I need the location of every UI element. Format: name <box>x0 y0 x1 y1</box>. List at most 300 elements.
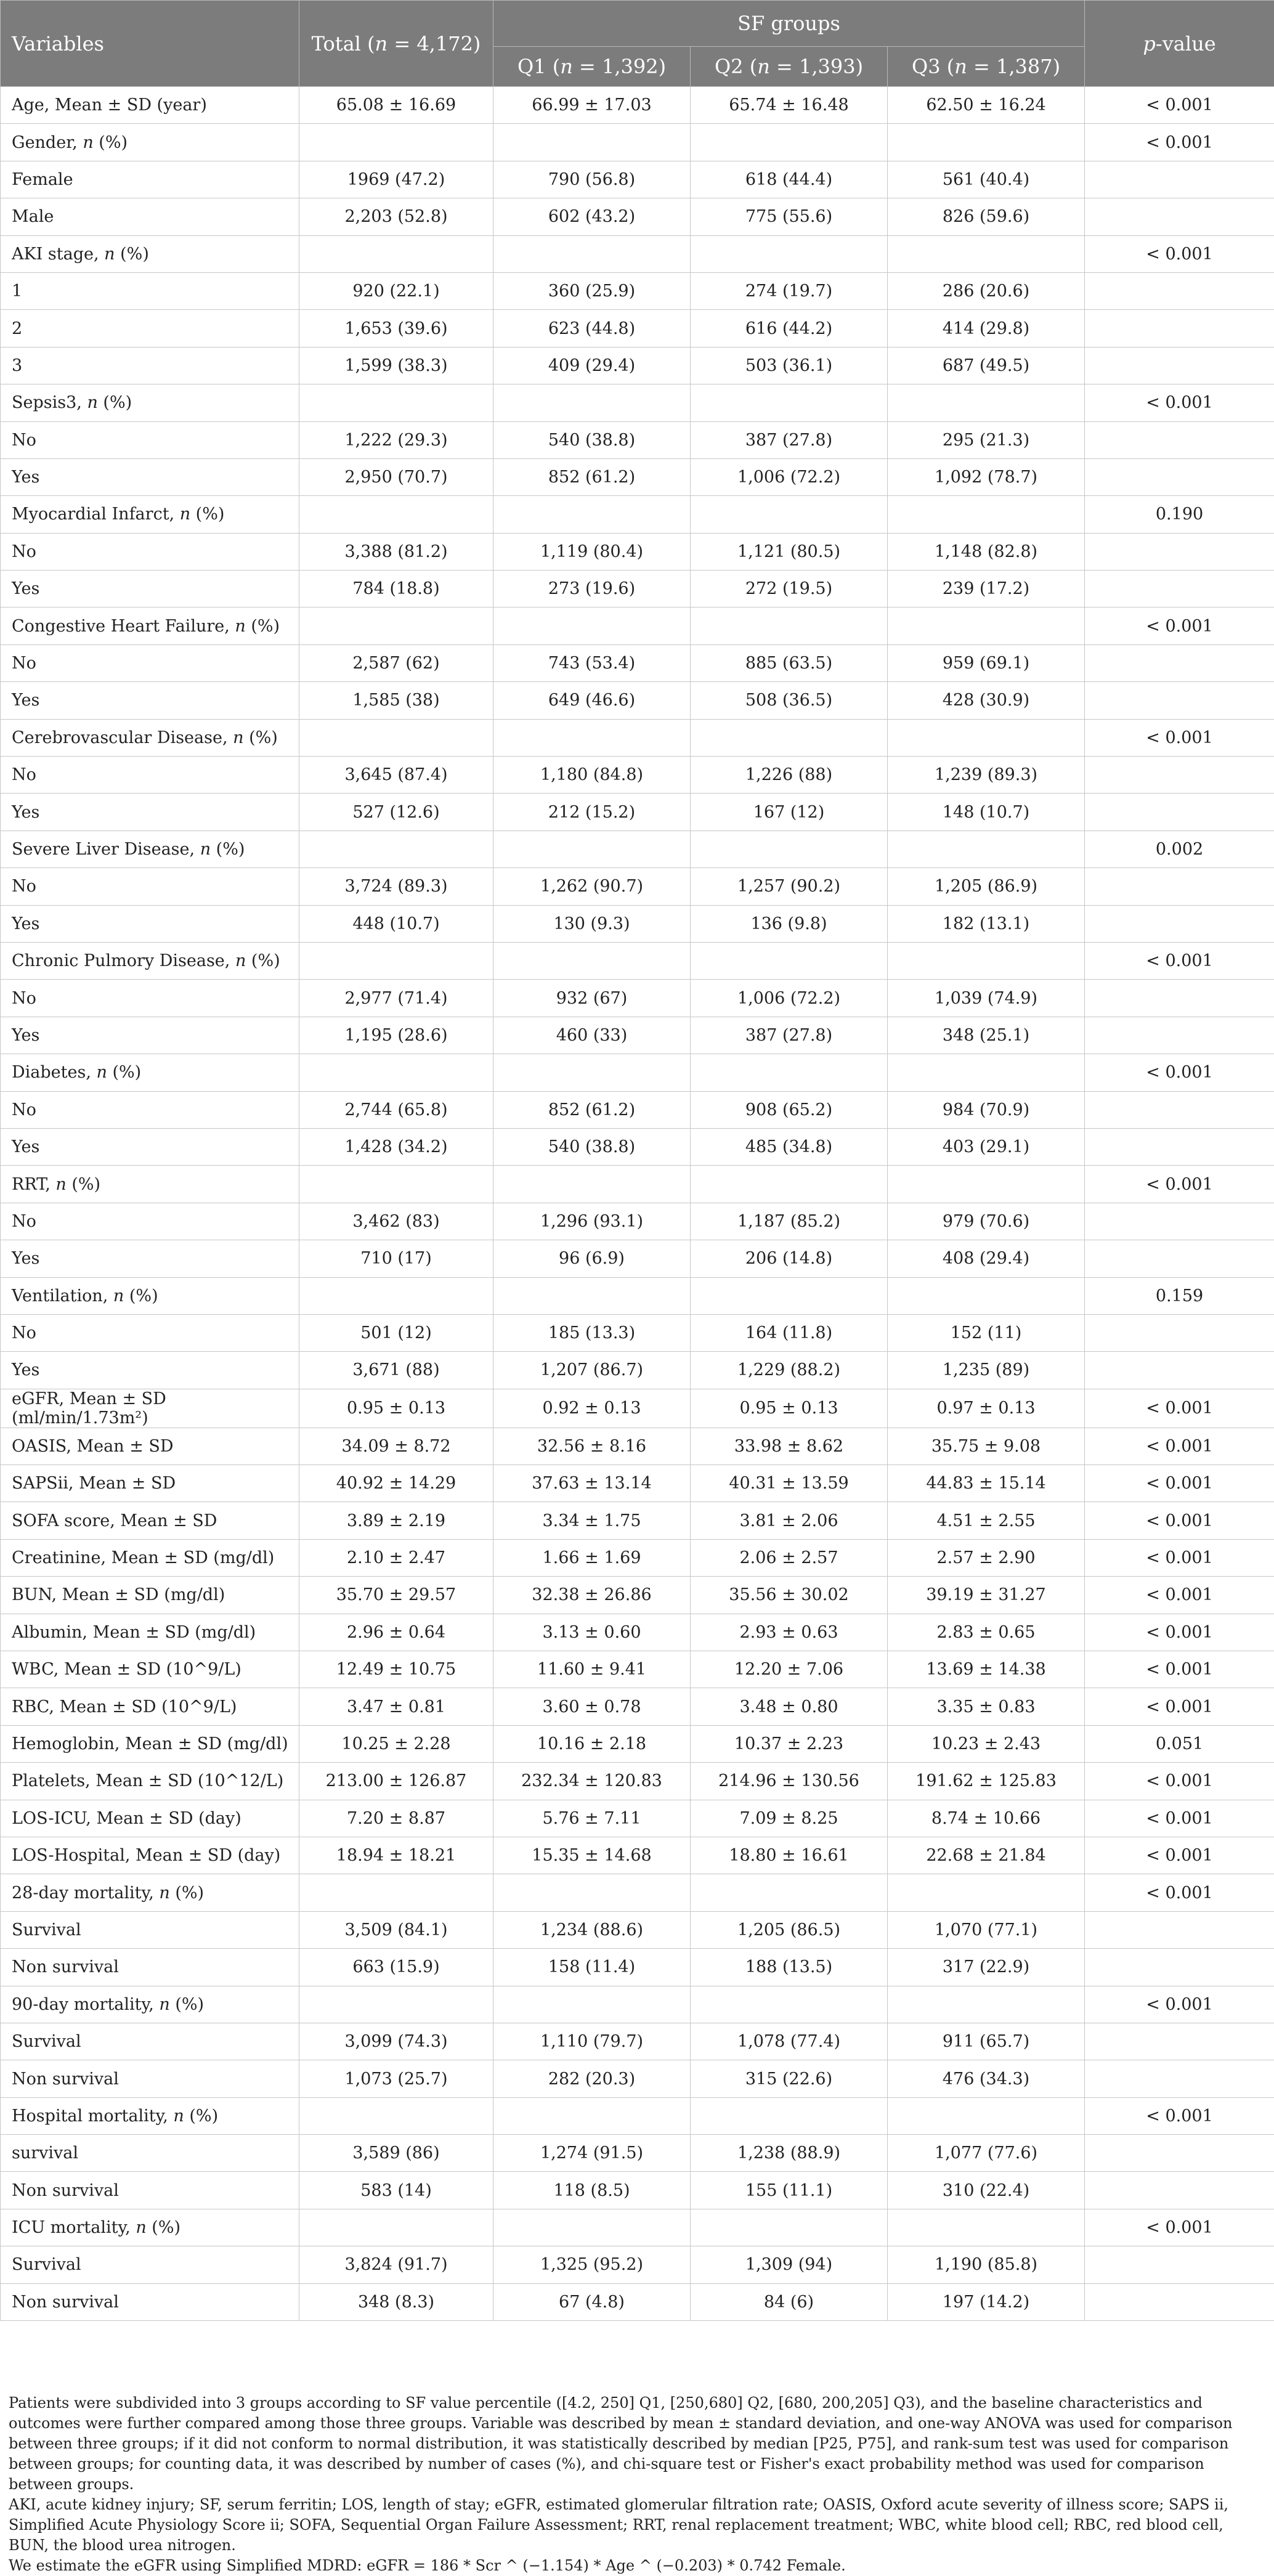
cell-p <box>1085 421 1274 458</box>
cell-q3: 35.75 ± 9.08 <box>888 1428 1085 1465</box>
cell-q1: 602 (43.2) <box>493 198 691 235</box>
cell-total: 1,585 (38) <box>299 682 493 719</box>
table-header <box>1 1 1274 87</box>
cell-p: < 0.001 <box>1085 942 1274 979</box>
cell-q2: 885 (63.5) <box>691 644 888 681</box>
cell-q2: 387 (27.8) <box>691 1017 888 1054</box>
table-row <box>1 1614 1274 1651</box>
cell-total: 3,388 (81.2) <box>299 533 493 570</box>
cell-p: < 0.001 <box>1085 1651 1274 1688</box>
cell-q1: 11.60 ± 9.41 <box>493 1651 691 1688</box>
cell-q2: 3.48 ± 0.80 <box>691 1688 888 1725</box>
cell-p <box>1085 868 1274 905</box>
cell-p: < 0.001 <box>1085 1800 1274 1837</box>
cell-total: 448 (10.7) <box>299 905 493 942</box>
table-row <box>1 1688 1274 1725</box>
cell-var: SAPSii, Mean ± SD <box>1 1465 299 1502</box>
footnote-egfr-formula: We estimate the eGFR using Simplified MDRD: eGFR = 186 * Scr ^ (−1.154) * Age ^ (−0.203) * 0.742 Female. <box>9 2556 1247 2576</box>
cell-var: Creatinine, Mean ± SD (mg/dl) <box>1 1539 299 1576</box>
cell-var: Diabetes, n (%) <box>1 1054 299 1091</box>
cell-var: Survival <box>1 2246 299 2283</box>
cell-p: < 0.001 <box>1085 124 1274 161</box>
cell-var: 3 <box>1 347 299 384</box>
cell-q3: 1,190 (85.8) <box>888 2246 1085 2283</box>
cell-q3 <box>888 384 1085 421</box>
cell-q3: 197 (14.2) <box>888 2283 1085 2320</box>
table-row <box>1 2246 1274 2283</box>
cell-q3: 561 (40.4) <box>888 161 1085 198</box>
table-row <box>1 2135 1274 2172</box>
cell-q2: 508 (36.5) <box>691 682 888 719</box>
cell-q2: 485 (34.8) <box>691 1128 888 1165</box>
cell-q3: 687 (49.5) <box>888 347 1085 384</box>
cell-p <box>1085 794 1274 831</box>
cell-q3: 1,239 (89.3) <box>888 757 1085 794</box>
table-row <box>1 682 1274 719</box>
cell-var: Non survival <box>1 2172 299 2209</box>
cell-p: < 0.001 <box>1085 2097 1274 2134</box>
cell-q2 <box>691 1054 888 1091</box>
table-row <box>1 1651 1274 1688</box>
cell-q1: 3.34 ± 1.75 <box>493 1502 691 1539</box>
cell-q1: 1,325 (95.2) <box>493 2246 691 2283</box>
table-row <box>1 1091 1274 1128</box>
table-row <box>1 571 1274 607</box>
cell-total <box>299 942 493 979</box>
header-total: Total (n = 4,172) <box>299 1 493 87</box>
table-row <box>1 421 1274 458</box>
table-row <box>1 1577 1274 1614</box>
table-row <box>1 868 1274 905</box>
cell-q3 <box>888 496 1085 533</box>
cell-q2 <box>691 235 888 272</box>
table-row <box>1 2097 1274 2134</box>
cell-total: 3,671 (88) <box>299 1352 493 1389</box>
cell-var: 90-day mortality, n (%) <box>1 1986 299 2023</box>
cell-total: 663 (15.9) <box>299 1949 493 1986</box>
cell-q3: 826 (59.6) <box>888 198 1085 235</box>
cell-q2 <box>691 384 888 421</box>
cell-q1 <box>493 719 691 756</box>
cell-q2: 272 (19.5) <box>691 571 888 607</box>
cell-q1: 37.63 ± 13.14 <box>493 1465 691 1502</box>
cell-var: Non survival <box>1 1949 299 1986</box>
cell-q1: 852 (61.2) <box>493 1091 691 1128</box>
table-row <box>1 1054 1274 1091</box>
cell-p <box>1085 1949 1274 1986</box>
cell-q3: 1,092 (78.7) <box>888 458 1085 495</box>
table-row <box>1 533 1274 570</box>
cell-total: 0.95 ± 0.13 <box>299 1389 493 1428</box>
cell-q2: 1,238 (88.9) <box>691 2135 888 2172</box>
cell-total: 3,509 (84.1) <box>299 1911 493 1948</box>
table-row <box>1 719 1274 756</box>
cell-var: 1 <box>1 272 299 309</box>
cell-q1: 360 (25.9) <box>493 272 691 309</box>
cell-var: 28-day mortality, n (%) <box>1 1874 299 1911</box>
table-row <box>1 458 1274 495</box>
cell-p <box>1085 1352 1274 1389</box>
cell-q2: 1,229 (88.2) <box>691 1352 888 1389</box>
cell-p <box>1085 347 1274 384</box>
cell-p <box>1085 905 1274 942</box>
cell-q3 <box>888 1986 1085 2023</box>
cell-var: No <box>1 1203 299 1240</box>
table-row <box>1 384 1274 421</box>
cell-var: No <box>1 533 299 570</box>
table-row <box>1 198 1274 235</box>
table-row <box>1 235 1274 272</box>
cell-total: 3,099 (74.3) <box>299 2023 493 2060</box>
table-row <box>1 1539 1274 1576</box>
cell-q2: 40.31 ± 13.59 <box>691 1465 888 1502</box>
cell-q3: 295 (21.3) <box>888 421 1085 458</box>
cell-q2: 616 (44.2) <box>691 310 888 347</box>
cell-var: Hospital mortality, n (%) <box>1 2097 299 2134</box>
cell-q1: 3.60 ± 0.78 <box>493 1688 691 1725</box>
cell-var: Platelets, Mean ± SD (10^12/L) <box>1 1763 299 1800</box>
table-row <box>1 1240 1274 1277</box>
cell-var: BUN, Mean ± SD (mg/dl) <box>1 1577 299 1614</box>
cell-q1 <box>493 1166 691 1203</box>
cell-q2: 775 (55.6) <box>691 198 888 235</box>
cell-var: Survival <box>1 1911 299 1948</box>
cell-q2: 10.37 ± 2.23 <box>691 1725 888 1762</box>
cell-q2: 0.95 ± 0.13 <box>691 1389 888 1428</box>
cell-total: 12.49 ± 10.75 <box>299 1651 493 1688</box>
cell-q1: 1,262 (90.7) <box>493 868 691 905</box>
cell-var: Sepsis3, n (%) <box>1 384 299 421</box>
cell-p <box>1085 644 1274 681</box>
cell-p: < 0.001 <box>1085 719 1274 756</box>
table-row <box>1 1986 1274 2023</box>
cell-q1 <box>493 831 691 867</box>
cell-var: Yes <box>1 1352 299 1389</box>
footnote-abbreviations: AKI, acute kidney injury; SF, serum ferritin; LOS, length of stay; eGFR, estimated glomerular filtration rate; OASIS, Oxford acute severity of illness score; SAPS ii, Simplified Acute Physiology Score ii; SOFA, Sequential Organ Failure Assessment; RRT, renal replacement treatment; WBC, white blood cell; RBC, red blood cell, BUN, the blood urea nitrogen. <box>9 2495 1247 2556</box>
table-row <box>1 87 1274 124</box>
cell-q1: 649 (46.6) <box>493 682 691 719</box>
cell-q2: 164 (11.8) <box>691 1314 888 1351</box>
cell-total <box>299 1874 493 1911</box>
cell-total: 1,073 (25.7) <box>299 2060 493 2097</box>
cell-q2: 274 (19.7) <box>691 272 888 309</box>
cell-q1 <box>493 607 691 644</box>
cell-q1: 158 (11.4) <box>493 1949 691 1986</box>
cell-total: 2,744 (65.8) <box>299 1091 493 1128</box>
cell-q2 <box>691 1874 888 1911</box>
cell-q2: 7.09 ± 8.25 <box>691 1800 888 1837</box>
cell-p: < 0.001 <box>1085 235 1274 272</box>
cell-q2: 1,205 (86.5) <box>691 1911 888 1948</box>
header-q3: Q3 (n = 1,387) <box>888 47 1085 87</box>
cell-q3: 317 (22.9) <box>888 1949 1085 1986</box>
table-row <box>1 496 1274 533</box>
cell-q2: 188 (13.5) <box>691 1949 888 1986</box>
cell-total: 583 (14) <box>299 2172 493 2209</box>
cell-var: RBC, Mean ± SD (10^9/L) <box>1 1688 299 1725</box>
cell-p: < 0.001 <box>1085 1054 1274 1091</box>
cell-total: 3,824 (91.7) <box>299 2246 493 2283</box>
cell-var: LOS-ICU, Mean ± SD (day) <box>1 1800 299 1837</box>
cell-q2: 18.80 ± 16.61 <box>691 1837 888 1874</box>
table-footnotes <box>0 2389 1257 2576</box>
table-row <box>1 1502 1274 1539</box>
cell-q1: 1,274 (91.5) <box>493 2135 691 2172</box>
cell-p <box>1085 1128 1274 1165</box>
cell-total: 34.09 ± 8.72 <box>299 1428 493 1465</box>
cell-q3: 286 (20.6) <box>888 272 1085 309</box>
table-row <box>1 347 1274 384</box>
cell-q1: 1.66 ± 1.69 <box>493 1539 691 1576</box>
cell-q1: 10.16 ± 2.18 <box>493 1725 691 1762</box>
cell-total: 1,428 (34.2) <box>299 1128 493 1165</box>
cell-total: 3.47 ± 0.81 <box>299 1688 493 1725</box>
cell-q3: 1,039 (74.9) <box>888 980 1085 1017</box>
cell-q2 <box>691 1277 888 1314</box>
cell-var: No <box>1 644 299 681</box>
table-row <box>1 607 1274 644</box>
cell-q3 <box>888 1054 1085 1091</box>
cell-q1: 852 (61.2) <box>493 458 691 495</box>
table-row <box>1 1428 1274 1465</box>
cell-q1: 790 (56.8) <box>493 161 691 198</box>
cell-p: < 0.001 <box>1085 1763 1274 1800</box>
cell-q2 <box>691 2097 888 2134</box>
cell-q3: 1,148 (82.8) <box>888 533 1085 570</box>
cell-q2: 618 (44.4) <box>691 161 888 198</box>
cell-total <box>299 2209 493 2246</box>
cell-var: Gender, n (%) <box>1 124 299 161</box>
cell-var: Albumin, Mean ± SD (mg/dl) <box>1 1614 299 1651</box>
cell-total <box>299 384 493 421</box>
cell-p <box>1085 1314 1274 1351</box>
cell-p <box>1085 1091 1274 1128</box>
cell-q1: 273 (19.6) <box>493 571 691 607</box>
cell-var: eGFR, Mean ± SD (ml/min/1.73m²) <box>1 1389 299 1428</box>
cell-var: Cerebrovascular Disease, n (%) <box>1 719 299 756</box>
cell-q3: 3.35 ± 0.83 <box>888 1688 1085 1725</box>
cell-q2 <box>691 1166 888 1203</box>
table-row <box>1 2172 1274 2209</box>
cell-p: < 0.001 <box>1085 1837 1274 1874</box>
cell-total: 1,222 (29.3) <box>299 421 493 458</box>
cell-p: < 0.001 <box>1085 1577 1274 1614</box>
cell-q3: 1,235 (89) <box>888 1352 1085 1389</box>
cell-total: 3,462 (83) <box>299 1203 493 1240</box>
table-row <box>1 757 1274 794</box>
cell-p: < 0.001 <box>1085 1502 1274 1539</box>
cell-q2: 1,121 (80.5) <box>691 533 888 570</box>
cell-var: Yes <box>1 1017 299 1054</box>
cell-var: Yes <box>1 458 299 495</box>
cell-var: Hemoglobin, Mean ± SD (mg/dl) <box>1 1725 299 1762</box>
cell-total: 213.00 ± 126.87 <box>299 1763 493 1800</box>
cell-q1 <box>493 1986 691 2023</box>
cell-q1: 32.38 ± 26.86 <box>493 1577 691 1614</box>
table-row <box>1 1763 1274 1800</box>
cell-total: 2.96 ± 0.64 <box>299 1614 493 1651</box>
cell-var: No <box>1 421 299 458</box>
cell-q1: 5.76 ± 7.11 <box>493 1800 691 1837</box>
cell-q3 <box>888 607 1085 644</box>
cell-q3: 403 (29.1) <box>888 1128 1085 1165</box>
cell-p <box>1085 2060 1274 2097</box>
table-row <box>1 1128 1274 1165</box>
cell-q3: 1,077 (77.6) <box>888 2135 1085 2172</box>
cell-q3: 2.83 ± 0.65 <box>888 1614 1085 1651</box>
cell-q2: 167 (12) <box>691 794 888 831</box>
cell-q3 <box>888 124 1085 161</box>
cell-var: survival <box>1 2135 299 2172</box>
cell-p: < 0.001 <box>1085 384 1274 421</box>
cell-var: Yes <box>1 905 299 942</box>
cell-p: < 0.001 <box>1085 607 1274 644</box>
cell-q3: 1,205 (86.9) <box>888 868 1085 905</box>
cell-p <box>1085 310 1274 347</box>
cell-q1 <box>493 1874 691 1911</box>
cell-var: Non survival <box>1 2283 299 2320</box>
cell-q1: 409 (29.4) <box>493 347 691 384</box>
cell-q1 <box>493 235 691 272</box>
cell-total: 40.92 ± 14.29 <box>299 1465 493 1502</box>
cell-q2: 206 (14.8) <box>691 1240 888 1277</box>
cell-q2: 35.56 ± 30.02 <box>691 1577 888 1614</box>
cell-var: Congestive Heart Failure, n (%) <box>1 607 299 644</box>
cell-p <box>1085 2023 1274 2060</box>
cell-var: Ventilation, n (%) <box>1 1277 299 1314</box>
cell-q3: 10.23 ± 2.43 <box>888 1725 1085 1762</box>
cell-q3 <box>888 831 1085 867</box>
cell-q3: 476 (34.3) <box>888 2060 1085 2097</box>
cell-q3: 22.68 ± 21.84 <box>888 1837 1085 1874</box>
table-row <box>1 1314 1274 1351</box>
cell-q3: 428 (30.9) <box>888 682 1085 719</box>
cell-var: No <box>1 868 299 905</box>
cell-q3 <box>888 2097 1085 2134</box>
cell-q2 <box>691 1986 888 2023</box>
cell-q3 <box>888 719 1085 756</box>
header-q2: Q2 (n = 1,393) <box>691 47 888 87</box>
cell-q2: 84 (6) <box>691 2283 888 2320</box>
cell-total <box>299 235 493 272</box>
cell-q1: 118 (8.5) <box>493 2172 691 2209</box>
cell-p: < 0.001 <box>1085 87 1274 124</box>
cell-var: 2 <box>1 310 299 347</box>
cell-total: 2,950 (70.7) <box>299 458 493 495</box>
table-row <box>1 1465 1274 1502</box>
cell-total <box>299 719 493 756</box>
cell-var: ICU mortality, n (%) <box>1 2209 299 2246</box>
cell-q3 <box>888 1166 1085 1203</box>
cell-q1: 15.35 ± 14.68 <box>493 1837 691 1874</box>
cell-var: Myocardial Infarct, n (%) <box>1 496 299 533</box>
cell-total: 35.70 ± 29.57 <box>299 1577 493 1614</box>
cell-p: < 0.001 <box>1085 2209 1274 2246</box>
cell-total <box>299 1166 493 1203</box>
cell-total <box>299 1986 493 2023</box>
cell-p: < 0.001 <box>1085 1614 1274 1651</box>
table-row <box>1 1389 1274 1428</box>
cell-q2: 503 (36.1) <box>691 347 888 384</box>
cell-var: AKI stage, n (%) <box>1 235 299 272</box>
cell-q2: 3.81 ± 2.06 <box>691 1502 888 1539</box>
cell-var: RRT, n (%) <box>1 1166 299 1203</box>
cell-total: 2,587 (62) <box>299 644 493 681</box>
header-sf-groups: SF groups <box>493 1 1085 47</box>
cell-total: 1969 (47.2) <box>299 161 493 198</box>
table-row <box>1 1166 1274 1203</box>
cell-total <box>299 2097 493 2134</box>
cell-q1: 66.99 ± 17.03 <box>493 87 691 124</box>
cell-var: Survival <box>1 2023 299 2060</box>
cell-q3: 414 (29.8) <box>888 310 1085 347</box>
cell-q1: 743 (53.4) <box>493 644 691 681</box>
cell-p <box>1085 533 1274 570</box>
cell-var: Yes <box>1 571 299 607</box>
cell-p: < 0.001 <box>1085 1166 1274 1203</box>
table-row <box>1 1949 1274 1986</box>
cell-p <box>1085 757 1274 794</box>
cell-total: 1,599 (38.3) <box>299 347 493 384</box>
table-row <box>1 644 1274 681</box>
cell-q2: 315 (22.6) <box>691 2060 888 2097</box>
cell-total: 1,195 (28.6) <box>299 1017 493 1054</box>
cell-p <box>1085 161 1274 198</box>
cell-q2: 1,006 (72.2) <box>691 980 888 1017</box>
cell-p: < 0.001 <box>1085 1688 1274 1725</box>
cell-q1: 623 (44.8) <box>493 310 691 347</box>
cell-q2: 387 (27.8) <box>691 421 888 458</box>
cell-var: Severe Liver Disease, n (%) <box>1 831 299 867</box>
cell-q2: 1,226 (88) <box>691 757 888 794</box>
header-q1: Q1 (n = 1,392) <box>493 47 691 87</box>
cell-var: LOS-Hospital, Mean ± SD (day) <box>1 1837 299 1874</box>
cell-p <box>1085 1017 1274 1054</box>
table-row <box>1 2060 1274 2097</box>
cell-p: < 0.001 <box>1085 1389 1274 1428</box>
cell-p: < 0.001 <box>1085 1465 1274 1502</box>
cell-p <box>1085 1240 1274 1277</box>
cell-q3: 13.69 ± 14.38 <box>888 1651 1085 1688</box>
cell-q1: 3.13 ± 0.60 <box>493 1614 691 1651</box>
cell-total <box>299 124 493 161</box>
cell-q3 <box>888 235 1085 272</box>
cell-q2: 12.20 ± 7.06 <box>691 1651 888 1688</box>
table-row <box>1 2209 1274 2246</box>
cell-q3: 191.62 ± 125.83 <box>888 1763 1085 1800</box>
cell-p <box>1085 2172 1274 2209</box>
cell-q1: 1,207 (86.7) <box>493 1352 691 1389</box>
cell-p <box>1085 2283 1274 2320</box>
cell-total: 784 (18.8) <box>299 571 493 607</box>
cell-q3: 62.50 ± 16.24 <box>888 87 1085 124</box>
cell-total <box>299 496 493 533</box>
table-row <box>1 2283 1274 2320</box>
cell-p: 0.190 <box>1085 496 1274 533</box>
cell-q3: 39.19 ± 31.27 <box>888 1577 1085 1614</box>
cell-q3: 8.74 ± 10.66 <box>888 1800 1085 1837</box>
table-row <box>1 794 1274 831</box>
cell-var: OASIS, Mean ± SD <box>1 1428 299 1465</box>
cell-q2 <box>691 124 888 161</box>
table-row <box>1 1800 1274 1837</box>
cell-var: Male <box>1 198 299 235</box>
cell-total: 3.89 ± 2.19 <box>299 1502 493 1539</box>
cell-total: 710 (17) <box>299 1240 493 1277</box>
cell-q1: 1,119 (80.4) <box>493 533 691 570</box>
cell-p: 0.002 <box>1085 831 1274 867</box>
cell-q3: 152 (11) <box>888 1314 1085 1351</box>
